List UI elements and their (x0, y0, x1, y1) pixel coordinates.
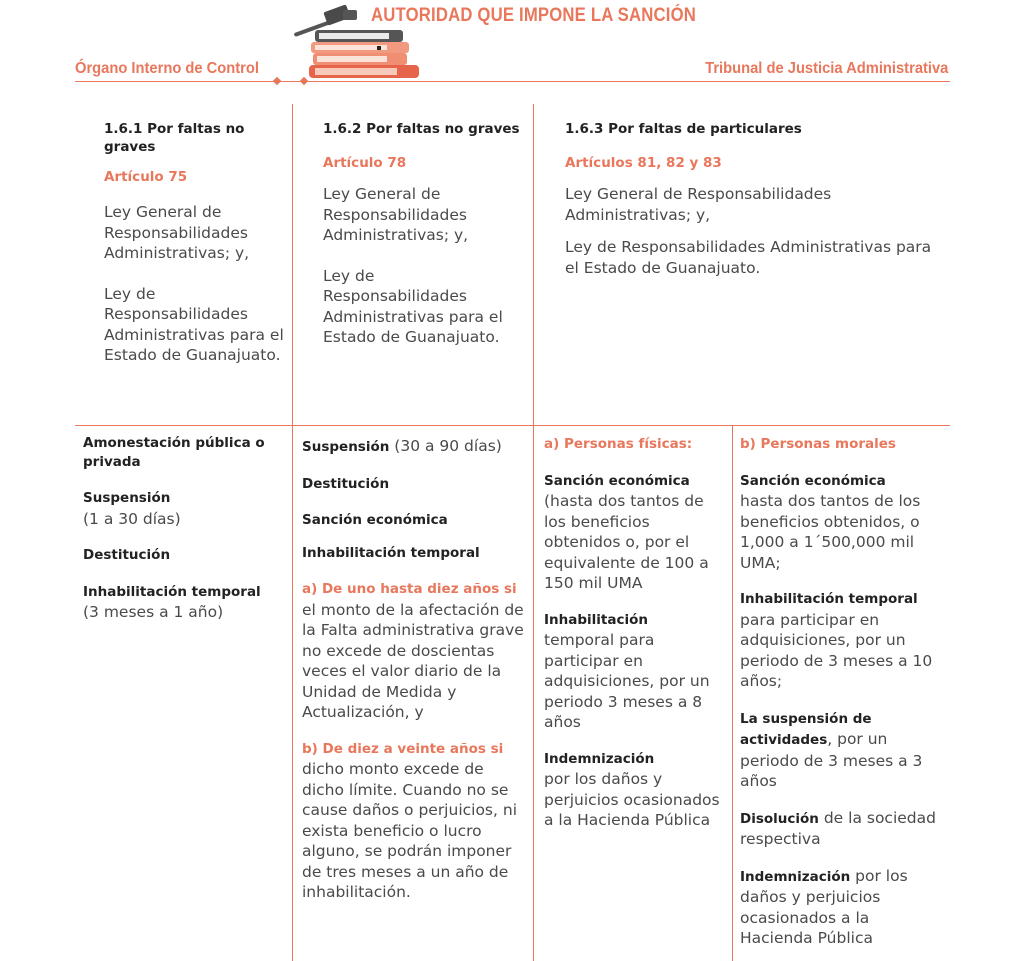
sanction-title: Sanción económica (740, 472, 886, 489)
top-col2 (323, 120, 523, 348)
page-title: AUTORIDAD QUE IMPONE LA SANCIÓN (371, 5, 697, 26)
sanction-detail: (30 a 90 días) (389, 437, 502, 455)
sanction-title: Destitución (83, 547, 171, 563)
sanction-title: Sanción económica (544, 472, 690, 489)
article-ref: Artículo 78 (323, 155, 407, 171)
article-ref: Artículos 81, 82 y 83 (565, 155, 722, 171)
authority-left-label: Órgano Interno de Control (75, 60, 259, 77)
law-text: Ley General de Responsabilidades Administrativas; y, (104, 203, 250, 262)
bottom-col1 (83, 434, 283, 623)
sanction-title: Suspensión (83, 490, 171, 506)
bottom-col4 (740, 434, 945, 949)
sanction-detail: , por un periodo de 3 meses a 3 años (740, 730, 923, 790)
sanction-detail: (3 meses a 1 año) (83, 603, 224, 621)
sanction-title: Inhabilitación temporal (302, 544, 480, 561)
sanction-detail: temporal para participar en adquisiciones, por un periodo 3 meses a 8 años (544, 631, 710, 731)
sanction-title: Inhabilitación temporal (740, 591, 918, 607)
divider-marker-left (273, 77, 281, 85)
sanction-detail: para participar en adquisiciones, por un periodo de 3 meses a 10 años; (740, 610, 933, 690)
sanction-title: Destitución (302, 475, 390, 492)
top-col3 (565, 120, 940, 278)
bottom-col3 (544, 434, 726, 831)
law-text: Ley de Responsabilidades Administrativas para el Estado de Guanajuato. (565, 238, 932, 277)
authority-right-label: Tribunal de Justicia Administrativa (704, 60, 948, 77)
row-divider (75, 425, 950, 426)
sanction-detail: por los daños y perjuicios ocasionados a la Hacienda Pública (544, 770, 720, 829)
law-text: Ley de Responsabilidades Administrativas para el Estado de Guanajuato. (104, 284, 284, 364)
clause-text: dicho monto excede de dicho límite. Cuando no se cause daños o perjuicios, ni exista beneficio o lucro alguno, se podrán imponer de tres meses a un año de inhabilitación. (302, 760, 517, 901)
sanction-detail: de la sociedad respectiva (740, 808, 936, 848)
bottom-col2 (302, 436, 527, 903)
sanction-title: Disolución (740, 810, 819, 827)
sanction-detail: por los daños y perjuicios ocasionados a la Hacienda Pública (740, 866, 908, 947)
law-text: Ley de Responsabilidades Administrativas para el Estado de Guanajuato. (323, 266, 503, 346)
header-divider (75, 81, 950, 82)
column-divider-2 (533, 104, 534, 961)
law-text: Ley General de Responsabilidades Administrativas; y, (565, 185, 832, 224)
column-divider-3 (732, 426, 733, 961)
subsection-heading: b) Personas morales (740, 436, 896, 452)
sanction-title: Indemnización (544, 750, 655, 767)
clause-title: b) De diez a veinte años si (302, 740, 504, 757)
sanction-title: Inhabilitación (544, 611, 648, 628)
sanction-title: Inhabilitación temporal (83, 583, 261, 600)
column-divider-1 (292, 104, 293, 961)
sanction-title: Amonestación pública o privada (83, 435, 265, 470)
section-heading: 1.6.1 Por faltas no graves (104, 121, 245, 155)
top-col1 (104, 120, 284, 366)
sanction-title: Indemnización (740, 868, 851, 885)
article-ref: Artículo 75 (104, 169, 188, 185)
clause-text: el monto de la afectación de la Falta administrativa grave no excede de doscientas veces el valor diario de la Unidad de Medida y Actualización, y (302, 600, 524, 721)
law-text: Ley General de Responsabilidades Administrativas; y, (323, 185, 469, 244)
sanction-title: La suspensión de actividades (740, 710, 872, 748)
sanction-title: Sanción económica (302, 512, 448, 528)
section-heading: 1.6.2 Por faltas no graves (323, 121, 520, 137)
section-heading: 1.6.3 Por faltas de particulares (565, 121, 802, 137)
sanction-detail: (1 a 30 días) (83, 509, 181, 528)
sanction-title: Suspensión (302, 439, 390, 455)
sanction-detail: hasta dos tantos de los beneficios obtenidos, o 1,000 a 1´500,000 mil UMA; (740, 492, 921, 572)
subsection-heading: a) Personas físicas: (544, 436, 693, 452)
clause-title: a) De uno hasta diez años si (302, 581, 517, 597)
sanction-detail: (hasta dos tantos de los beneficios obtenidos o, por el equivalente de 100 a 150 mil UMA (544, 492, 709, 592)
